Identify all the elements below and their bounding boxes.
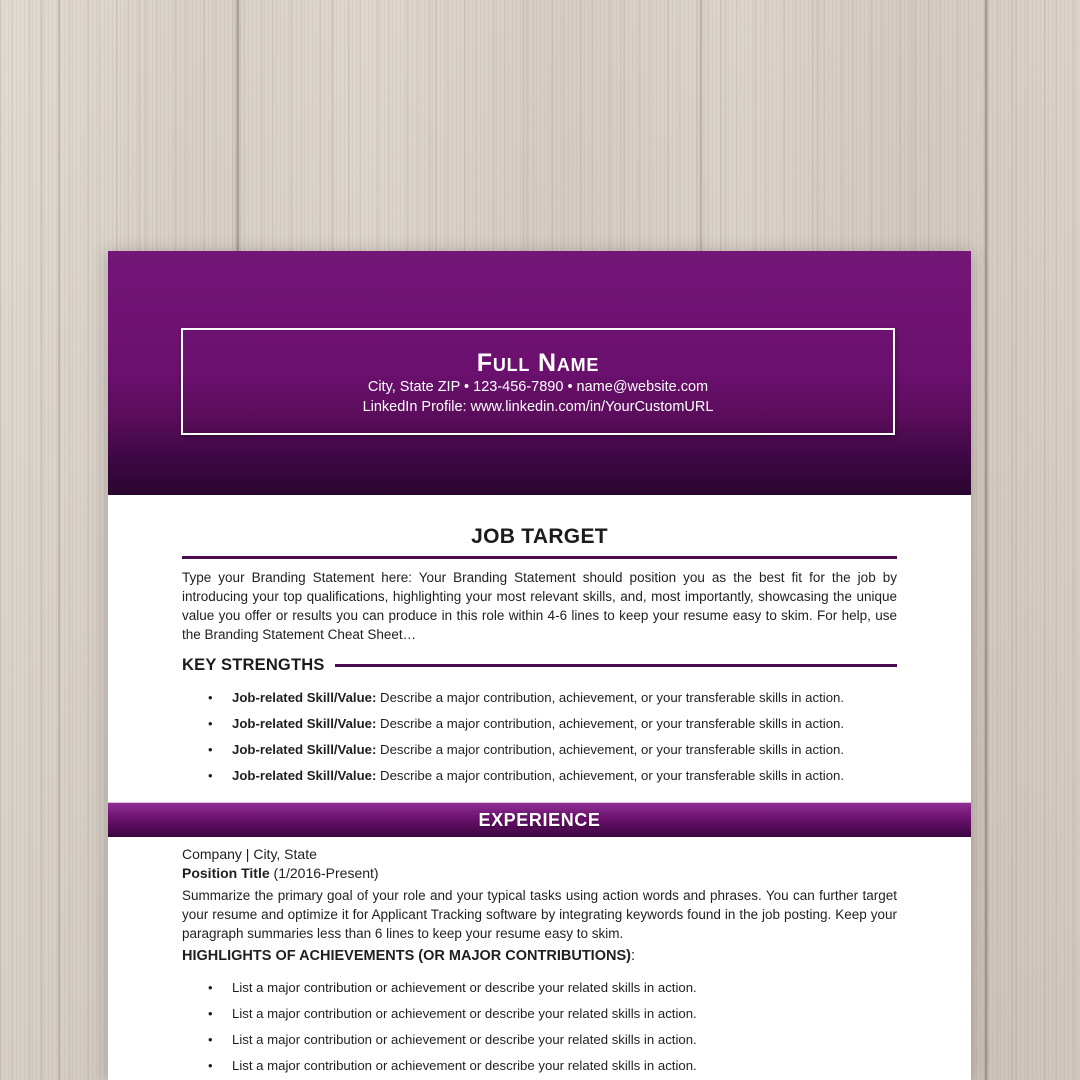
- list-item: [182, 741, 897, 759]
- bullet-icon: •: [208, 742, 213, 757]
- resume-page: [108, 251, 971, 1080]
- wood-grain-line: [985, 0, 987, 1080]
- resume-header-band: [108, 251, 971, 495]
- highlight-text: List a major contribution or achievement or describe your related skills in action.: [232, 1032, 697, 1047]
- wood-grain-line: [58, 0, 60, 1080]
- highlight-text: List a major contribution or achievement or describe your related skills in action.: [232, 1058, 697, 1073]
- list-item: [182, 715, 897, 733]
- highlight-text: List a major contribution or achievement or describe your related skills in action.: [232, 1006, 697, 1021]
- key-strengths-list: [182, 689, 897, 785]
- key-strengths-heading-row: [182, 656, 897, 675]
- experience-banner-label: EXPERIENCE: [478, 809, 601, 830]
- skill-label: Job-related Skill/Value:: [232, 768, 377, 783]
- skill-label: Job-related Skill/Value:: [232, 716, 377, 731]
- position-dates: (1/2016-Present): [269, 865, 379, 881]
- branding-statement: Type your Branding Statement here: Your Branding Statement should position you as the best fit for the job by introducing your top qualifications, highlighting your most relevant skills, and, most importantly, showcasing the unique value you offer or results you can produce in this role within 4-6 lines to keep your resume easy to skim. For help, use the Branding Statement Cheat Sheet…: [182, 570, 897, 642]
- position-title: Position Title: [182, 865, 270, 881]
- bullet-icon: •: [208, 1006, 213, 1021]
- job-target-title: JOB TARGET: [471, 525, 608, 548]
- list-item: [182, 1005, 897, 1023]
- job-target-section: [108, 525, 971, 785]
- skill-text: Describe a major contribution, achievement, or your transferable skills in action.: [376, 742, 845, 757]
- contact-line: City, State ZIP • 123-456-7890 • name@website.com: [367, 379, 709, 395]
- company-line: Company | City, State: [182, 846, 317, 862]
- highlights-title: HIGHLIGHTS OF ACHIEVEMENTS (OR MAJOR CONTRIBUTIONS): [182, 948, 631, 964]
- bullet-icon: •: [208, 1032, 213, 1047]
- key-strengths-rule: [335, 664, 897, 667]
- highlights-list: [182, 979, 897, 1075]
- highlight-text: List a major contribution or achievement or describe your related skills in action.: [232, 980, 697, 995]
- highlights-colon: :: [630, 948, 635, 964]
- list-item: [182, 1031, 897, 1049]
- bullet-icon: •: [208, 768, 213, 783]
- key-strengths-title: KEY STRENGTHS: [182, 656, 325, 674]
- list-item: [182, 1057, 897, 1075]
- list-item: [182, 979, 897, 997]
- skill-text: Describe a major contribution, achievement, or your transferable skills in action.: [376, 768, 845, 783]
- full-name: Full Name: [476, 349, 600, 377]
- skill-text: Describe a major contribution, achievement, or your transferable skills in action.: [376, 716, 845, 731]
- list-item: [182, 767, 897, 785]
- role-summary: Summarize the primary goal of your role and your typical tasks using action words and phrases. You can further target your resume and optimize it for Applicant Tracking software by integrating keywords found in the job posting. Keep your paragraph summaries less than 6 lines to keep your resume easy to skim.: [182, 888, 897, 941]
- bullet-icon: •: [208, 716, 213, 731]
- linkedin-line: LinkedIn Profile: www.linkedin.com/in/YourCustomURL: [362, 398, 714, 415]
- experience-banner: [108, 802, 971, 837]
- skill-label: Job-related Skill/Value:: [232, 690, 377, 705]
- list-item: [182, 689, 897, 707]
- position-line: [182, 864, 897, 882]
- resume-body: [108, 525, 971, 1075]
- bullet-icon: •: [208, 980, 213, 995]
- name-contact-box: [181, 328, 895, 435]
- skill-text: Describe a major contribution, achievement, or your transferable skills in action.: [376, 690, 845, 705]
- skill-label: Job-related Skill/Value:: [232, 742, 377, 757]
- job-target-rule: [182, 556, 897, 559]
- experience-section: [108, 846, 971, 1075]
- bullet-icon: •: [208, 690, 213, 705]
- highlights-heading: [182, 948, 897, 965]
- bullet-icon: •: [208, 1058, 213, 1073]
